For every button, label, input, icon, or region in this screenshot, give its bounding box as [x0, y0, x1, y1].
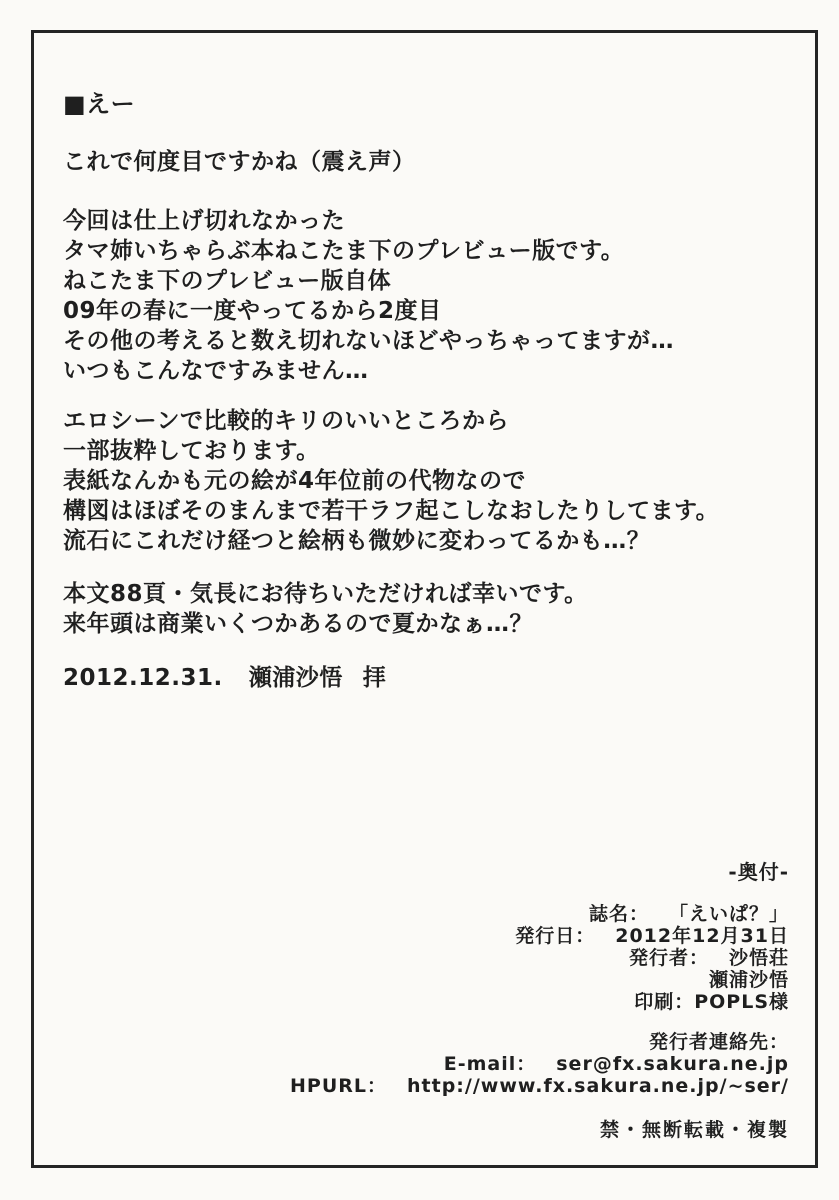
page-border-frame — [31, 30, 818, 1168]
colophon-label: HPURL： — [290, 1075, 388, 1097]
text-line: 今回は仕上げ切れなかった — [63, 208, 345, 234]
text-line: 本文88頁・気長にお待ちいただければ幸いです。 — [63, 581, 588, 607]
colophon-label: 印刷： — [634, 991, 695, 1013]
text-line: いつもこんなですみません… — [63, 358, 369, 384]
reproduction-prohibited-notice: 禁・無断転載・複製 — [599, 1119, 789, 1141]
text-line: 表紙なんかも元の絵が4年位前の代物なので — [63, 468, 527, 494]
signoff-closing: 拝 — [362, 665, 387, 691]
colophon-value: POPLS様 — [694, 991, 789, 1013]
text-line: 一部抜粋しております。 — [63, 438, 320, 464]
colophon — [229, 861, 789, 1141]
signoff-line — [63, 663, 763, 693]
colophon-row-date — [229, 925, 789, 947]
colophon-label: 発行日： — [515, 925, 596, 947]
colophon-row-publisher — [229, 947, 789, 969]
signoff-author-name: 瀬浦沙悟 — [248, 665, 343, 691]
colophon-label: 誌名： — [588, 903, 649, 925]
paragraph-intro — [63, 147, 763, 177]
colophon-row-email — [229, 1053, 789, 1075]
paragraph-outlook — [63, 579, 763, 639]
text-line: ねこたま下のプレビュー版自体 — [63, 268, 392, 294]
afterword-text — [63, 89, 763, 693]
text-line: タマ姉いちゃらぶ本ねこたま下のプレビュー版です。 — [63, 238, 625, 264]
paragraph-preview-notes — [63, 406, 763, 556]
colophon-row-author — [229, 969, 789, 991]
colophon-value: 2012年12月31日 — [615, 925, 789, 947]
colophon-label: 発行者： — [628, 947, 709, 969]
text-line: その他の考えると数え切れないほどやっちゃってますが… — [63, 328, 674, 354]
colophon-value: http://www.fx.sakura.ne.jp/~ser/ — [407, 1075, 789, 1097]
signoff-date: 2012.12.31. — [63, 665, 223, 691]
colophon-row-title — [229, 903, 789, 925]
text-line: 流石にこれだけ経つと絵柄も微妙に変わってるかも…？ — [63, 528, 651, 554]
paragraph-apology — [63, 206, 763, 386]
colophon-title: -奥付- — [728, 860, 789, 884]
colophon-value: 瀬浦沙悟 — [708, 969, 789, 991]
colophon-row-hpurl — [229, 1075, 789, 1097]
colophon-value: ser@fx.sakura.ne.jp — [556, 1053, 789, 1075]
text-line: エロシーンで比較的キリのいいところから — [63, 408, 510, 434]
colophon-value: 「えいぱ？」 — [668, 903, 789, 925]
section-heading: ■えー — [63, 90, 136, 118]
text-line: これで何度目ですかね（震え声） — [63, 149, 416, 175]
colophon-value: 沙悟荘 — [728, 947, 789, 969]
text-line: 構図はほぼそのまんまで若干ラフ起こしなおしたりしてます。 — [63, 498, 720, 524]
colophon-row-printer — [229, 991, 789, 1013]
text-line: 09年の春に一度やってるから2度目 — [63, 298, 442, 324]
colophon-label: E-mail： — [443, 1053, 537, 1075]
text-line: 来年頭は商業いくつかあるので夏かなぁ…？ — [63, 611, 533, 637]
contact-heading: 発行者連絡先： — [648, 1031, 789, 1053]
